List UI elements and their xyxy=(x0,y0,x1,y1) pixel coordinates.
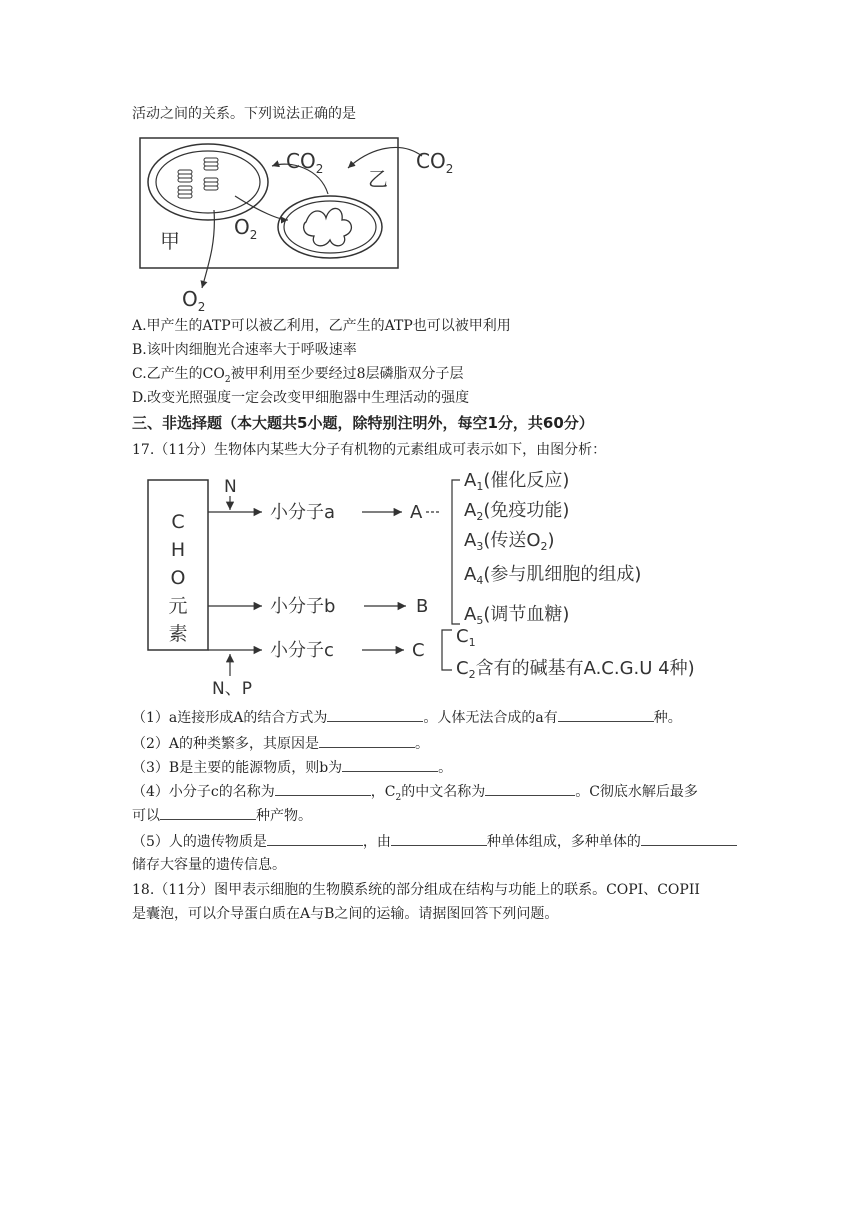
a5-item: $A_5$(调节血糖) xyxy=(464,604,570,627)
element-yuan: 元 xyxy=(168,595,188,617)
q18-line2: 是囊泡，可以介导蛋白质在A与B之间的运输。请据图回答下列问题。 xyxy=(132,906,559,922)
element-su: 素 xyxy=(168,623,188,645)
co2-inner-label: $CO_2$ xyxy=(286,149,324,176)
element-o: O xyxy=(170,567,186,589)
c-bracket xyxy=(442,630,452,670)
a1-item: $A_1$(催化反应) xyxy=(464,470,570,493)
jia-label: 甲 xyxy=(160,229,180,253)
cell-organelle-diagram xyxy=(130,130,480,315)
a2-item: $A_2$(免疫功能) xyxy=(464,500,570,523)
small-molecule-a: 小分子a xyxy=(270,502,336,523)
answer-blank[interactable] xyxy=(267,831,363,846)
small-molecule-b: 小分子b xyxy=(270,596,336,617)
answer-blank[interactable] xyxy=(485,781,575,796)
a-bracket xyxy=(452,480,460,624)
section-title: 三、非选择题（本大题共5小题，除特别注明外，每空1分，共60分） xyxy=(132,414,594,432)
a4-item: $A_4$(参与肌细胞的组成) xyxy=(464,564,642,587)
o2-inner-label: $O_2$ xyxy=(234,215,258,242)
yi-label: 乙 xyxy=(368,167,388,191)
np-bottom-label: N、P xyxy=(212,679,252,698)
answer-blank[interactable] xyxy=(275,781,371,796)
q17-part2: （2）A的种类繁多，其原因是 。 xyxy=(132,733,429,754)
mitochondrion-outer xyxy=(278,196,382,258)
answer-blank[interactable] xyxy=(641,831,737,846)
q17-part5-cont: 储存大容量的遗传信息。 xyxy=(132,857,286,873)
macromolecule-diagram xyxy=(140,462,760,698)
element-h: H xyxy=(170,539,186,561)
option-d: D.改变光照强度一定会改变甲细胞器中生理活动的强度 xyxy=(132,390,470,406)
answer-blank[interactable] xyxy=(327,707,423,722)
grana-stack-icon xyxy=(178,158,218,198)
cristae xyxy=(304,208,352,245)
q17-part3: （3）B是主要的能源物质，则b为 。 xyxy=(132,757,452,778)
c1-item: $C_1$ xyxy=(456,626,476,649)
q17-part4-cont: 可以 种产物。 xyxy=(132,805,312,826)
big-a: A xyxy=(410,502,423,523)
answer-blank[interactable] xyxy=(319,733,415,748)
answer-blank[interactable] xyxy=(558,707,654,722)
q17-part4: （4）小分子c的名称为 ，$C_2$的中文名称为 。C彻底水解后最多 xyxy=(132,781,698,808)
q17-part1: （1）a连接形成A的结合方式为 。人体无法合成的a有 种。 xyxy=(132,707,682,728)
element-c: C xyxy=(171,511,185,533)
answer-blank[interactable] xyxy=(342,757,438,772)
big-b: B xyxy=(416,596,429,617)
answer-blank[interactable] xyxy=(391,831,487,846)
q17-stem: 17.（11分）生物体内某些大分子有机物的元素组成可表示如下，由图分析： xyxy=(132,442,607,458)
c2-item: $C_2$含有的碱基有A.C.G.U 4种) xyxy=(456,658,695,681)
big-c: C xyxy=(412,640,425,661)
co2-outer-label: $CO_2$ xyxy=(416,149,454,176)
o2-out-arrow xyxy=(202,210,214,288)
q17-part5: （5）人的遗传物质是 ，由 种单体组成，多种单体的 xyxy=(132,831,737,852)
mitochondrion-inner xyxy=(284,201,376,253)
co2-outside-arrow xyxy=(348,147,422,168)
o2-bottom-label: $O_2$ xyxy=(182,287,206,314)
answer-blank[interactable] xyxy=(160,805,256,820)
small-molecule-c: 小分子c xyxy=(270,640,334,661)
option-c: C.乙产生的$CO_2$被甲利用至少要经过8层磷脂双分子层 xyxy=(132,366,464,385)
question-intro-line: 活动之间的关系。下列说法正确的是 xyxy=(132,106,356,122)
n-top-label: N xyxy=(224,477,237,497)
a3-item: $A_3$(传送$O_2$) xyxy=(464,530,555,553)
option-a: A.甲产生的ATP可以被乙利用，乙产生的ATP也可以被甲利用 xyxy=(132,318,511,334)
option-b: B.该叶肉细胞光合速率大于呼吸速率 xyxy=(132,342,357,358)
q18-line1: 18.（11分）图甲表示细胞的生物膜系统的部分组成在结构与功能上的联系。COPI、COPII xyxy=(132,882,700,898)
